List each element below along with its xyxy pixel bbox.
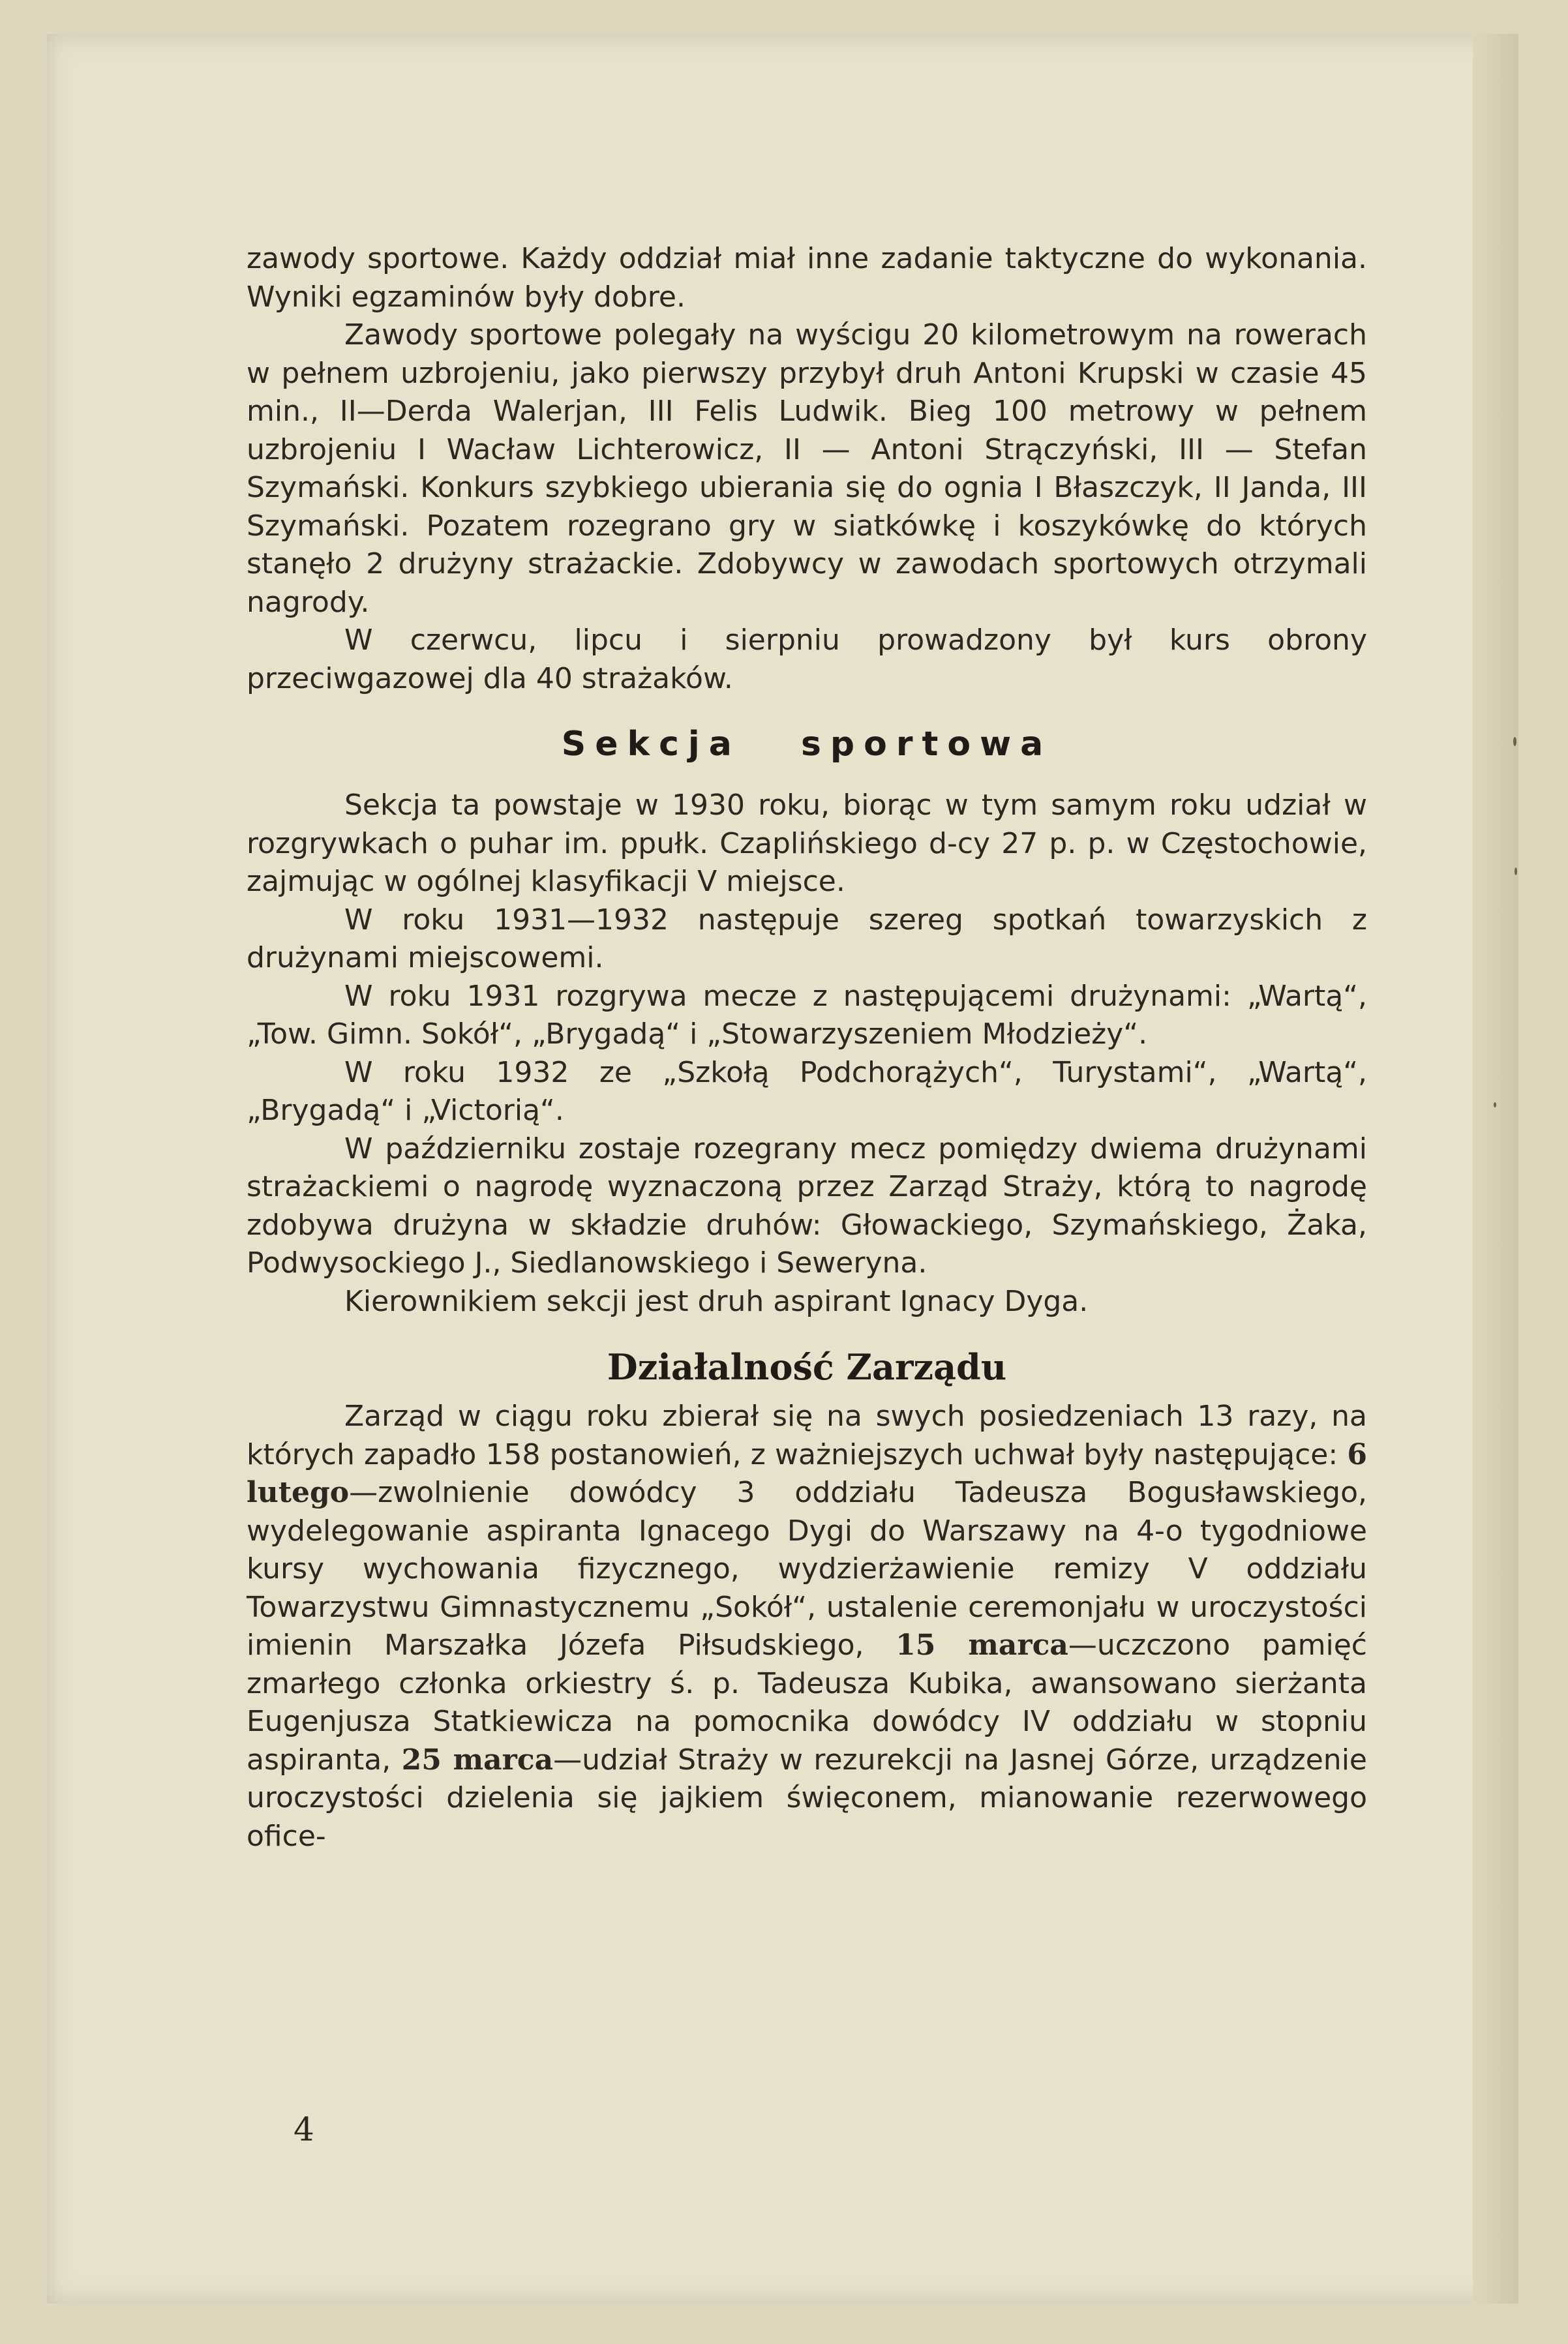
sport-paragraph-6: Kierownikiem sekcji jest druh aspirant Ignacy Dyga. [344,1284,1089,1318]
board-text-mid-1: —zwolnienie dowódcy 3 oddziału Tadeusza Bogusławskiego, wydelegowanie aspiranta Ignacego Dygi do Warszawy na 4-o tygodniowe kursy wychowania fizycznego, wydzierżawienie remizy V oddziału Towarzystwu Gimnastycznemu „Sokół“, ustalenie ceremonjału w uroczystości imienin Marszałka Józefa Piłsudskiego, [247,1476,1367,1662]
date-6-february: 6 lutego [247,1437,1367,1509]
board-text-start: Zarząd w ciągu roku zbierał się na swych posiedzeniach 13 razy, na których zapadło 158 postanowień, z ważniejszych uchwał były następujące: [247,1400,1367,1471]
sport-paragraph-5: W październiku zostaje rozegrany mecz pomiędzy dwiema drużynami strażackiemi o nagrodę wyznaczoną przez Zarząd Straży, którą to nagrodę zdobywa drużyna w składzie druhów: Głowackiego, Szymańskiego, Żaka, Podwysockiego J., Siedlanowskiego i Seweryna. [247,1132,1367,1280]
heading-sport-section: Sekcja sportowa [561,725,1053,764]
board-text-mid-2: —uczczono pamięć zmarłego członka orkiestry ś. p. Tadeusza Kubika, awansowano sierżanta Eugenjusza Statkiewicza na pomocnika dowódcy IV oddziału w stopniu aspiranta, [247,1629,1367,1777]
sport-paragraph-1: Sekcja ta powstaje w 1930 roku, biorąc w tym samym roku udział w rozgrywkach o puhar im. ppułk. Czaplińskiego d-cy 27 p. p. w Częstochowie, zajmując w ogólnej klasyfikacji V miejsce. [247,789,1367,898]
intro-paragraph-3: W czerwcu, lipcu i sierpniu prowadzony był kurs obrony przeciwgazowej dla 40 strażaków. [247,624,1367,695]
paper-speck [1494,1102,1496,1107]
intro-paragraph-1: zawody sportowe. Każdy oddział miał inne zadanie taktyczne do wykonania. Wyniki egzaminów były dobre. [247,242,1367,314]
board-paragraph [247,1398,1367,1856]
paper-speck [1515,867,1517,875]
paper-speck [1513,737,1516,746]
sport-paragraph-3: W roku 1931 rozgrywa mecze z następującemi drużynami: „Wartą“, „Tow. Gimn. Sokół“, „Brygadą“ i „Stowarzyszeniem Młodzieży“. [247,979,1367,1051]
text-column [247,240,1367,1856]
date-25-march: 25 marca [401,1743,554,1777]
sport-paragraph-4: W roku 1932 ze „Szkołą Podchorążych“, Turystami“, „Wartą“, „Brygadą“ i „Victorią“. [247,1055,1367,1127]
page-edge-shadow [1473,34,1518,2304]
heading-board-section: Działalność Zarządu [607,1346,1007,1388]
page-number: 4 [294,2111,314,2148]
date-15-march: 15 marca [896,1629,1068,1662]
board-text-end: —udział Straży w rezurekcji na Jasnej Górze, urządzenie uroczystości dzielenia się jajkiem święconem, mianowanie rezerwowego ofice- [247,1743,1367,1853]
sport-paragraph-2: W roku 1931—1932 następuje szereg spotkań towarzyskich z drużynami miejscowemi. [247,903,1367,974]
intro-paragraph-2: Zawody sportowe polegały na wyścigu 20 kilometrowym na rowerach w pełnem uzbrojeniu, jako pierwszy przybył druh Antoni Krupski w czasie 45 min., II—Derda Walerjan, III Felis Ludwik. Bieg 100 metrowy w pełnem uzbrojeniu I Wacław Lichterowicz, II — Antoni Strączyński, III — Stefan Szymański. Konkurs szybkiego ubierania się do ognia I Błaszczyk, II Janda, III Szymański. Pozatem rozegrano gry w siatkówkę i koszykówkę do których stanęło 2 drużyny strażackie. Zdobywcy w zawodach sportowych otrzymali nagrody. [247,318,1367,619]
